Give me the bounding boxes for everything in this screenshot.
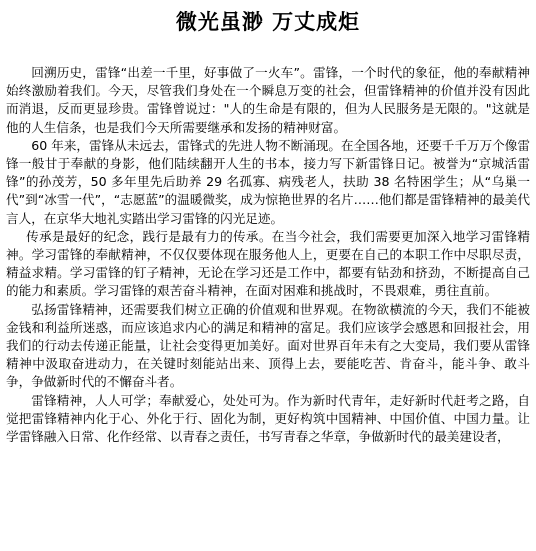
- paragraph-3: 传承是最好的纪念，践行是最有力的传承。在当今社会，我们需要更加深入地学习雷锋精神。学习雷锋的奉献精神，不仅仅要体现在服务他人上，更要在自己的本职工作中尽职尽责，精益求精。学习雷锋的钉子精神，无论在学习还是工作中，都要有钻劲和挤劲，不断提高自己的能力和素质。学习雷锋的艰苦奋斗精神，在面对困难和挑战时，不畏艰难，勇往直前。: [6, 228, 530, 299]
- document-title: 微光虽渺 万丈成炬: [175, 9, 361, 34]
- paragraph-4: 弘扬雷锋精神，还需要我们树立正确的价值观和世界观。在物欲横流的今天，我们不能被金钱和利益所迷惑，而应该追求内心的满足和精神的富足。我们应该学会感恩和回报社会，用我们的行动去传递正能量，让社会变得更加美好。面对世界百年未有之大变局，我们要从雷锋精神中汲取奋进动力，在关键时刻能站出来、顶得上去，要能吃苦、肯奋斗，能斗争、敢斗争，争做新时代的不懈奋斗者。: [6, 301, 530, 390]
- paragraph-5: 雷锋精神，人人可学；奉献爱心，处处可为。作为新时代青年，走好新时代赶考之路，自觉把雷锋精神内化于心、外化于行、固化为制，更好构筑中国精神、中国价值、中国力量。让学雷锋融入日常、化作经常、以青春之责任，书写青春之华章，争做新时代的最美建设者，: [6, 392, 530, 445]
- paragraph-2: 60 年来，雷锋从未远去，雷锋式的先进人物不断涌现。在全国各地，还要千千万万个像雷锋一般甘于奉献的身影，他们陆续翻开人生的书本，接力写下新雷锋日记。被誉为“京城活雷锋”的孙茂芳，50 多年里先后助养 29 名孤寡、病残老人，扶助 38 名特困学生；从“乌巢一代”到“冰雪一代”，“志愿蓝”的温暖微奖，成为惊艳世界的名片……他们都是雷锋精神的最美代言人，在京华大地礼实踏出学习雷锋的闪光足迹。: [6, 137, 530, 226]
- paragraph-1: 回溯历史，雷锋“出差一千里，好事做了一火车”。雷锋，一个时代的象征，他的奉献精神始终激励着我们。今天，尽管我们身处在一个瞬息万变的社会，但雷锋精神的价值并没有因此而消退，反而更显珍贵。雷锋曾说过："人的生命是有限的，但为人民服务是无限的。"这就是他的人生信条，也是我们今天所需要继承和发扬的精神财富。: [6, 65, 530, 135]
